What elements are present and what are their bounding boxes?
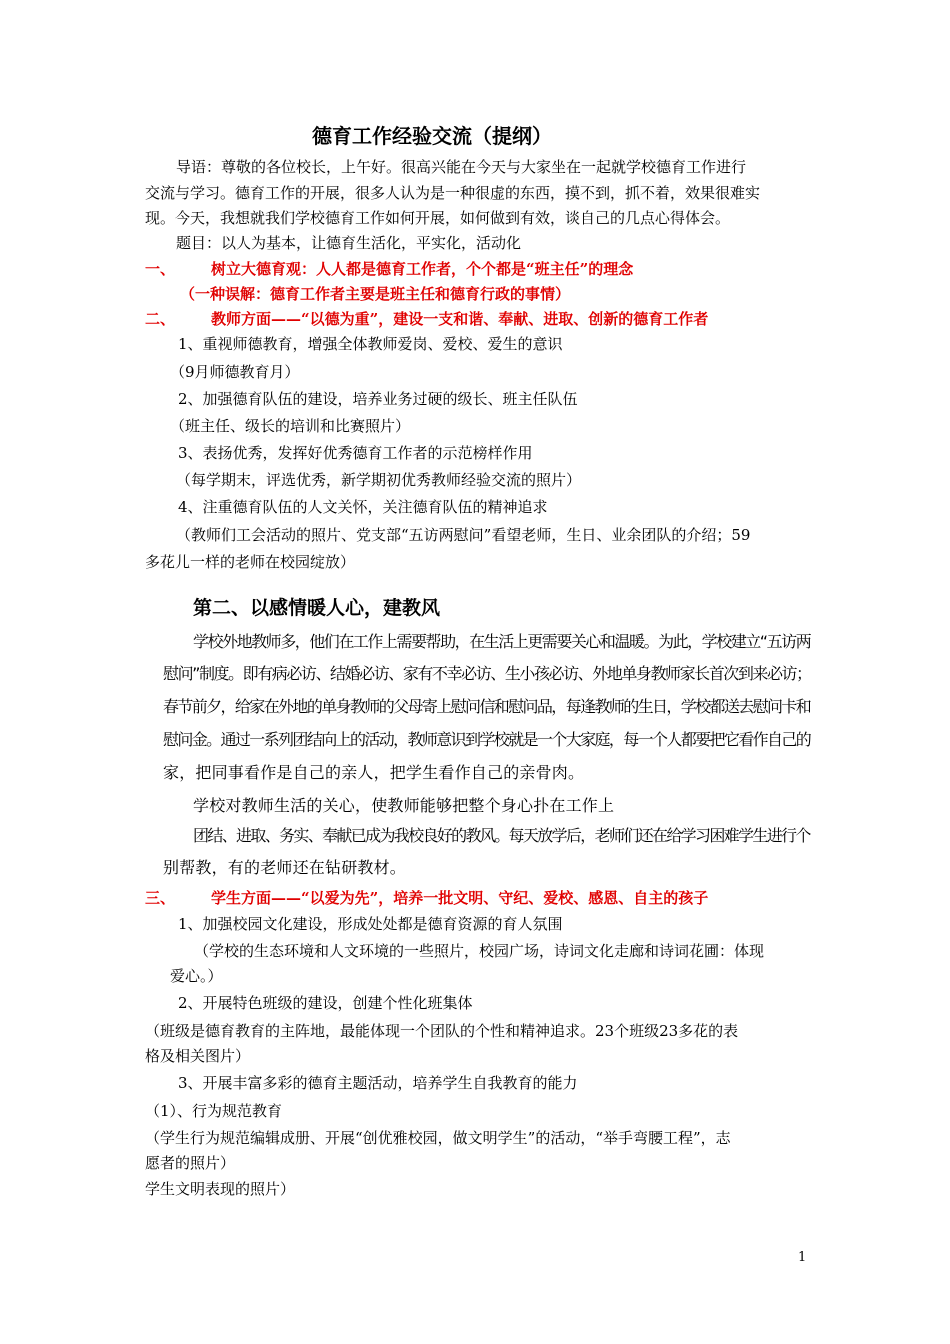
section3-sub-1-note-line-3: 学生文明表现的照片） xyxy=(145,1180,296,1198)
section3-sub-1-note-line-1: （学生行为规范编辑成册、开展“创优雅校园，做文明学生”的活动，“举手弯腰工程”，志 xyxy=(145,1129,731,1147)
section3-heading: 学生方面——“以爱为先”，培养一批文明、守纪、爱校、感恩、自主的孩子 xyxy=(211,889,709,907)
section2-item-4: 4、注重德育队伍的人文关怀，关注德育队伍的精神追求 xyxy=(178,498,548,516)
page-title: 德育工作经验交流（提纲） xyxy=(312,124,552,148)
page-number: 1 xyxy=(798,1250,807,1265)
section3-number: 三、 xyxy=(145,889,176,907)
handwritten-para1-line-5: 家，把同事看作是自己的亲人，把学生看作自己的亲骨肉。 xyxy=(163,763,585,782)
section1-number: 一、 xyxy=(145,260,176,278)
section3-item-2: 2、开展特色班级的建设，创建个性化班集体 xyxy=(178,994,473,1012)
intro-line-1: 导语：尊敬的各位校长，上午好。很高兴能在今天与大家坐在一起就学校德育工作进行 xyxy=(176,158,747,176)
section2-item-2-note: （班主任、级长的培训和比赛照片） xyxy=(170,417,411,435)
section3-item-1-note-line-1: （学校的生态环境和人文环境的一些照片，校园广场，诗词文化走廊和诗词花圃：体现 xyxy=(194,942,765,960)
handwritten-para1-line-3: 春节前夕，给家在外地的单身教师的父母寄上慰问信和慰问品，每逢教师的生日，学校都送去慰问卡和 xyxy=(163,697,811,716)
intro-line-2: 交流与学习。德育工作的开展，很多人认为是一种很虚的东西，摸不到，抓不着，效果很难实 xyxy=(145,184,761,202)
handwritten-para3-line-2: 别帮教，有的老师还在钻研教材。 xyxy=(163,858,407,877)
handwritten-para3-line-1: 团结、进取、务实、奉献已成为我校良好的教风。每天放学后，老师们还在给学习困难学生进行个 xyxy=(193,826,810,845)
section2-heading: 教师方面——“以德为重”，建设一支和谐、奉献、进取、创新的德育工作者 xyxy=(211,310,709,328)
section3-item-1: 1、加强校园文化建设，形成处处都是德育资源的育人氛围 xyxy=(178,915,563,933)
section3-item-2-note-line-2: 格及相关图片） xyxy=(145,1047,251,1065)
section2-item-4-note-line-2: 多花儿一样的老师在校园绽放） xyxy=(145,553,356,571)
handwritten-para2: 学校对教师生活的关心，使教师能够把整个身心扑在工作上 xyxy=(193,796,615,815)
section1-note: （一种误解：德育工作者主要是班主任和德育行政的事情） xyxy=(180,285,571,303)
handwritten-heading: 第二、以感情暖人心，建教风 xyxy=(193,597,441,619)
section3-item-2-note-line-1: （班级是德育教育的主阵地，最能体现一个团队的个性和精神追求。23个班级23多花的表 xyxy=(145,1022,739,1040)
handwritten-para1-line-4: 慰问金。通过一系列团结向上的活动，教师意识到学校就是一个大家庭，每一个人都要把它看作自己的 xyxy=(163,730,811,749)
section2-number: 二、 xyxy=(145,310,176,328)
section2-item-1: 1、重视师德教育，增强全体教师爱岗、爱校、爱生的意识 xyxy=(178,335,563,353)
section2-item-3-note: （每学期末，评选优秀，新学期初优秀教师经验交流的照片） xyxy=(176,471,582,489)
section3-sub-1-note-line-2: 愿者的照片） xyxy=(145,1154,236,1172)
topic-line: 题目：以人为基本，让德育生活化，平实化，活动化 xyxy=(176,234,522,252)
section3-item-3: 3、开展丰富多彩的德育主题活动，培养学生自我教育的能力 xyxy=(178,1074,578,1092)
section2-item-4-note-line-1: （教师们工会活动的照片、党支部“五访两慰问”看望老师，生日、业余团队的介绍；59 xyxy=(176,526,751,544)
section1-heading: 树立大德育观：人人都是德育工作者，个个都是“班主任”的理念 xyxy=(211,260,634,278)
section2-item-1-note: （9月师德教育月） xyxy=(170,363,300,381)
handwritten-para1-line-1: 学校外地教师多，他们在工作上需要帮助，在生活上更需要关心和温暖。为此，学校建立“五访两 xyxy=(193,632,811,651)
section2-item-2: 2、加强德育队伍的建设，培养业务过硬的级长、班主任队伍 xyxy=(178,390,578,408)
handwritten-para1-line-2: 慰问”制度。即有病必访、结婚必访、家有不幸必访、生小孩必访、外地单身教师家长首次到来必访； xyxy=(163,664,811,683)
section3-item-1-note-line-2: 爱心。） xyxy=(170,967,223,985)
section3-sub-1: （1）、行为规范教育 xyxy=(145,1102,283,1120)
section2-item-3: 3、表扬优秀，发挥好优秀德育工作者的示范榜样作用 xyxy=(178,444,533,462)
intro-line-3: 现。今天，我想就我们学校德育工作如何开展，如何做到有效，谈自己的几点心得体会。 xyxy=(145,209,731,227)
